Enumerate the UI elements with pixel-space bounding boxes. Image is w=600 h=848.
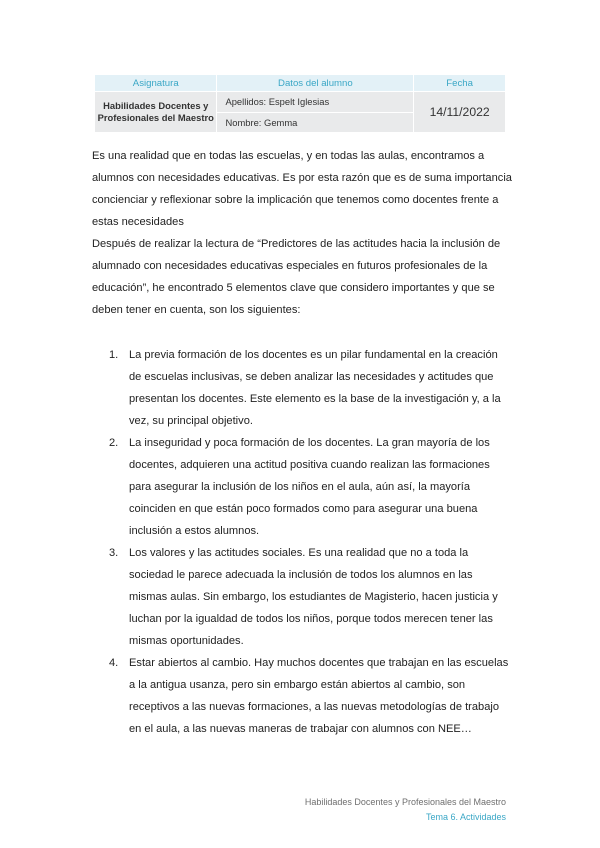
list-item-number: 1. [109,349,119,361]
list-item-number: 4. [109,657,119,669]
surname-cell: Apellidos: Espelt Iglesias [217,92,414,113]
list-item-number: 2. [109,437,119,449]
student-column-header: Datos del alumno [217,75,414,92]
list-item [92,344,512,432]
reading-paragraph: Después de realizar la lectura de “Predictores de las actitudes hacia la inclusión de alumnado con necesidades educativas especiales en futuros profesionales de la educación”, he encontrado 5 elementos clave que considero importantes y que se deben tener en cuenta, son los siguientes: [92,238,501,316]
date-column-header: Fecha [414,75,506,92]
name-cell: Nombre: Gemma [217,112,414,133]
date-cell: 14/11/2022 [414,92,506,133]
header-table [94,74,506,133]
list-item-number: 3. [109,547,119,559]
list-item [92,652,512,740]
footer-topic: Tema 6. Actividades [425,812,506,822]
subject-column-header: Asignatura [95,75,217,92]
list-item-text: Los valores y las actitudes sociales. Es una realidad que no a toda la sociedad le parece adecuada la inclusión de todos los alumnos en las mismas aulas. Sin embargo, los estudiantes de Magisterio, hacen justicia y luchan por la igualdad de todos los niños, porque todos merecen tener las mismas oportunidades. [129,547,498,647]
key-elements-list [92,344,512,740]
list-item-text: Estar abiertos al cambio. Hay muchos docentes que trabajan en las escuelas a la antigua usanza, pero sin embargo están abiertos al cambio, son receptivos a las nuevas formaciones, a las nuevas metodologías de trabajo en el aula, a las nuevas maneras de trabajar con alumnos con NEE… [129,657,509,735]
list-item [92,542,512,652]
intro-paragraph: Es una realidad que en todas las escuelas, y en todas las aulas, encontramos a alumnos con necesidades educativas. Es por esta razón que es de suma importancia concienciar y reflexionar sobre la implicación que tenemos como docentes frente a estas necesidades [92,150,512,228]
list-item [92,432,512,542]
subject-cell: Habilidades Docentes y Profesionales del Maestro [95,92,217,133]
footer-course: Habilidades Docentes y Profesionales del Maestro [304,797,506,807]
list-item-text: La previa formación de los docentes es un pilar fundamental en la creación de escuelas inclusivas, se deben analizar las necesidades y actitudes que presentan los docentes. Este elemento es la base de la investigación y, a la vez, su principal objetivo. [129,349,501,427]
list-item-text: La inseguridad y poca formación de los docentes. La gran mayoría de los docentes, adquieren una actitud positiva cuando realizan las formaciones para asegurar la inclusión de los niños en el aula, aún así, la mayoría coinciden en que están poco formados como para asegurar una buena inclusión a estos alumnos. [129,437,490,537]
